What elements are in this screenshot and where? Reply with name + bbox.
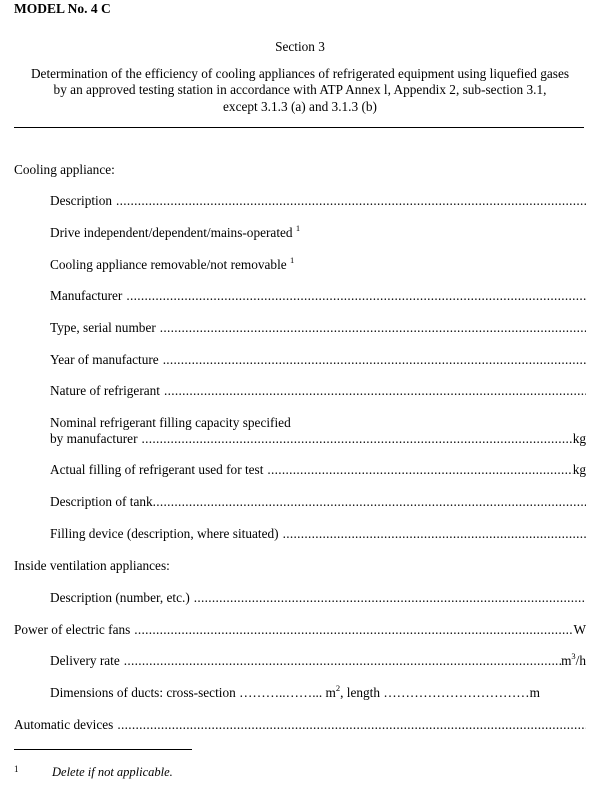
model-number: MODEL No. 4 C xyxy=(14,1,111,16)
fill-line[interactable] xyxy=(194,590,586,606)
section-label: Inside ventilation appliances: xyxy=(14,558,170,573)
fill-line[interactable] xyxy=(153,494,586,510)
field-actual-filling xyxy=(50,462,586,478)
field-delivery-rate xyxy=(50,650,586,669)
field-label: Description xyxy=(50,193,113,208)
field-year xyxy=(50,352,586,368)
header-divider xyxy=(14,127,584,128)
unit-label: kg xyxy=(572,462,586,477)
fill-line[interactable] xyxy=(164,383,586,399)
fill-line[interactable] xyxy=(124,653,561,669)
field-label: Power of electric fans xyxy=(14,622,131,637)
field-nominal-capacity xyxy=(50,431,586,447)
field-type-serial xyxy=(50,320,586,336)
footnote-reference: 1 xyxy=(290,254,295,265)
field-removable xyxy=(50,254,586,273)
field-label: Cooling appliance removable/not removable $^1$ xyxy=(50,254,295,272)
fill-line: ………..……... xyxy=(239,685,326,700)
footnote-text: Delete if not applicable. xyxy=(52,765,173,779)
field-label: Delivery rate xyxy=(50,653,120,668)
field-duct-dimensions xyxy=(50,682,586,701)
fill-line[interactable] xyxy=(126,288,586,304)
fill-line[interactable] xyxy=(142,431,573,447)
fill-line[interactable] xyxy=(117,717,586,733)
field-tank xyxy=(50,494,586,510)
field-label: Filling device (description, where situated) xyxy=(50,526,279,541)
footnote-number: 1 xyxy=(14,764,19,774)
fill-line[interactable] xyxy=(283,526,586,542)
field-label: by manufacturer xyxy=(50,431,138,446)
field-label: Drive independent/dependent/mains-operated $^1$ xyxy=(50,222,301,240)
field-nominal-line1 xyxy=(50,415,586,431)
fill-line[interactable] xyxy=(134,622,573,638)
field-label: Nature of refrigerant xyxy=(50,383,161,398)
unit-label: kg xyxy=(572,431,586,446)
heading-line: Determination of the efficiency of cooling appliances of refrigerated equipment using liquefied gases xyxy=(30,66,570,81)
field-label: Description of tank xyxy=(50,494,153,509)
ventilation-heading xyxy=(14,558,586,574)
field-automatic-devices xyxy=(14,717,586,733)
field-label: Description (number, etc.) xyxy=(50,590,190,605)
field-label: Manufacturer xyxy=(50,288,123,303)
footnote-reference: 1 xyxy=(295,222,301,233)
document-heading xyxy=(0,66,600,115)
fill-line: …………………………… xyxy=(380,685,530,700)
field-drive xyxy=(50,222,586,241)
unit-label: W xyxy=(573,622,586,637)
section-label: Cooling appliance: xyxy=(14,162,115,177)
cooling-appliance-heading xyxy=(14,162,586,178)
field-label: Dimensions of ducts: cross-section ………..……... $m^2$, length ……………………………m xyxy=(50,682,540,700)
field-cooling-description xyxy=(50,193,586,209)
heading-line: by an approved testing station in accordance with ATP Annex l, Appendix 2, sub-section 3.1, xyxy=(53,82,547,98)
fill-line[interactable] xyxy=(267,462,572,478)
section-title: Section 3 xyxy=(275,39,325,54)
footnote xyxy=(14,764,173,780)
heading-line: except 3.1.3 (a) and 3.1.3 (b) xyxy=(223,98,377,114)
field-manufacturer xyxy=(50,288,586,304)
field-filling-device xyxy=(50,526,586,542)
field-label: Year of manufacture xyxy=(50,352,159,367)
footnote-divider xyxy=(14,749,192,750)
unit-label: $m^3/h$ xyxy=(561,650,586,668)
fill-line[interactable] xyxy=(163,352,586,368)
field-label: Automatic devices xyxy=(14,717,114,732)
field-label: Nominal refrigerant filling capacity specified xyxy=(50,415,291,430)
fill-line[interactable] xyxy=(160,320,586,336)
field-refrigerant xyxy=(50,383,586,399)
field-ventilation-description xyxy=(50,590,586,606)
field-label: Actual filling of refrigerant used for test xyxy=(50,462,264,477)
field-fan-power xyxy=(14,622,586,638)
fill-line[interactable] xyxy=(116,193,586,209)
field-label: Type, serial number xyxy=(50,320,156,335)
